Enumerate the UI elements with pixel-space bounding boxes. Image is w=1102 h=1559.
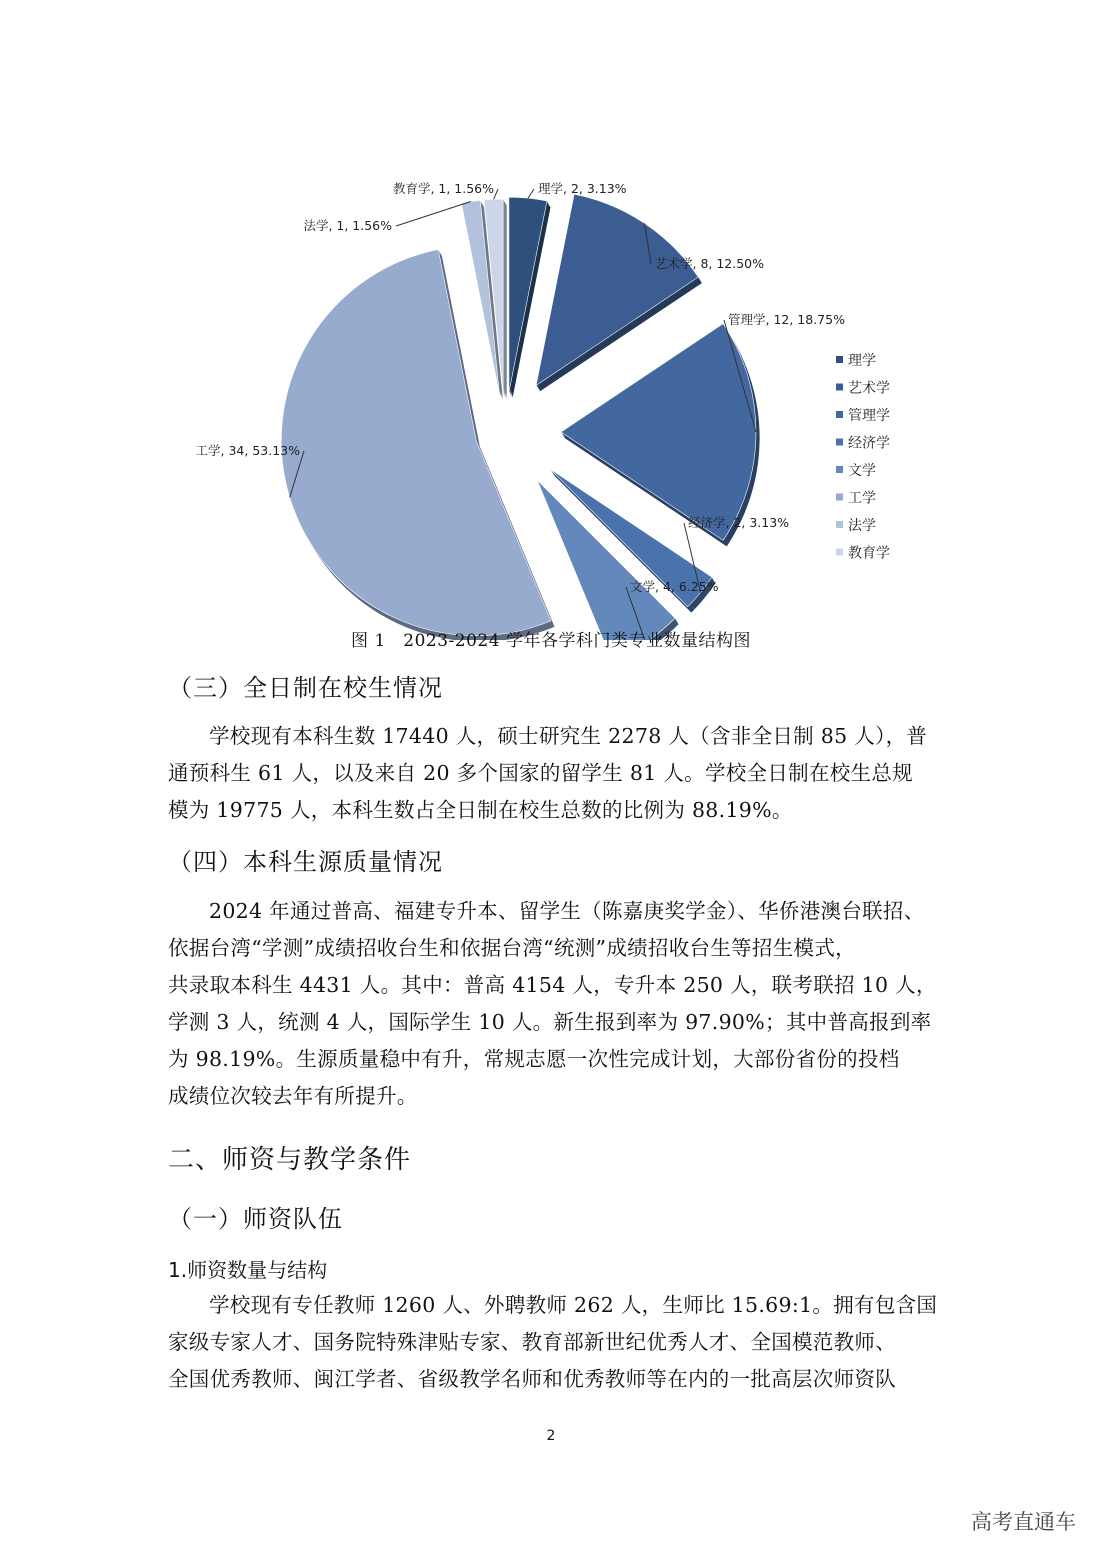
section3-heading: （三）全日制在校生情况: [168, 674, 443, 702]
section3-line: 模为 19775 人，本科生数占全日制在校生总数的比例为 88.19%。: [168, 798, 793, 822]
legend-label: 文学: [848, 463, 876, 479]
sub1-paragraph: [168, 1287, 936, 1398]
legend-swatch: [836, 549, 843, 556]
figure-caption: 图 1 2023-2024 学年各学科门类专业数量结构图: [351, 631, 751, 651]
pie-chart: [0, 0, 1102, 640]
legend-label: 经济学: [848, 435, 890, 452]
section4-line: 成绩位次较去年有所提升。: [168, 1084, 418, 1108]
legend-label: 理学: [848, 353, 876, 369]
legend-label: 管理学: [848, 408, 890, 424]
data-label: 教育学, 1, 1.56%: [392, 181, 494, 196]
data-label: 工学, 34, 53.13%: [195, 443, 300, 458]
legend-swatch: [836, 356, 843, 363]
leader-line: [494, 189, 498, 199]
sub1-line: 家级专家人才、国务院特殊津贴专家、教育部新世纪优秀人才、全国模范教师、: [168, 1330, 896, 1354]
data-label: 艺术学, 8, 12.50%: [655, 256, 765, 271]
section4-paragraph: [168, 893, 936, 1115]
watermark: 高考直通车: [971, 1510, 1076, 1534]
data-label: 经济学, 2, 3.13%: [688, 515, 790, 530]
section4-line: 为 98.19%。生源质量稳中有升，常规志愿一次性完成计划，大部份省份的投档: [168, 1047, 900, 1071]
sub1-line: 全国优秀教师、闽江学者、省级教学名师和优秀教师等在内的一批高层次师资队: [168, 1367, 896, 1391]
section4-line: 共录取本科生 4431 人。其中：普高 4154 人，专升本 250 人，联考联招 10 人，: [168, 973, 937, 997]
legend-swatch: [836, 494, 843, 501]
sub1-heading: 1.师资数量与结构: [168, 1258, 328, 1282]
section4-heading: （四）本科生源质量情况: [168, 848, 443, 876]
legend-swatch: [836, 521, 843, 528]
legend-label: 法学: [848, 518, 876, 534]
legend-swatch: [836, 384, 843, 391]
legend-label: 工学: [848, 490, 876, 507]
data-label: 理学, 2, 3.13%: [538, 181, 627, 196]
legend-swatch: [836, 411, 843, 418]
chapter2-heading: 二、师资与教学条件: [168, 1145, 412, 1175]
section4-line: 2024 年通过普高、福建专升本、留学生（陈嘉庚奖学金）、华侨港澳台联招、: [209, 899, 925, 923]
page-number: 2: [546, 1428, 556, 1444]
legend-swatch: [836, 439, 843, 446]
section3-line: 学校现有本科生数 17440 人，硕士研究生 2278 人（含非全日制 85 人），普: [209, 724, 928, 748]
leader-line: [396, 202, 471, 226]
data-label: 法学, 1, 1.56%: [303, 218, 392, 233]
legend-label: 教育学: [848, 545, 890, 562]
data-label: 管理学, 12, 18.75%: [728, 312, 845, 327]
leader-line: [528, 189, 534, 198]
section3-line: 通预科生 61 人，以及来自 20 多个国家的留学生 81 人。学校全日制在校生总规: [168, 761, 913, 785]
section3-paragraph: [168, 718, 936, 829]
sub1-line: 学校现有专任教师 1260 人、外聘教师 262 人，生师比 15.69:1。拥有包含国: [209, 1293, 938, 1317]
section-t1-heading: （一）师资队伍: [168, 1205, 343, 1233]
section4-line: 依据台湾“学测”成绩招收台生和依据台湾“统测”成绩招收台生等招生模式，: [168, 936, 856, 960]
section4-line: 学测 3 人，统测 4 人，国际学生 10 人。新生报到率为 97.90%；其中普高报到率: [168, 1010, 932, 1034]
legend-swatch: [836, 466, 843, 473]
data-label: 文学, 4, 6.25%: [630, 579, 719, 594]
legend-label: 艺术学: [848, 380, 890, 397]
